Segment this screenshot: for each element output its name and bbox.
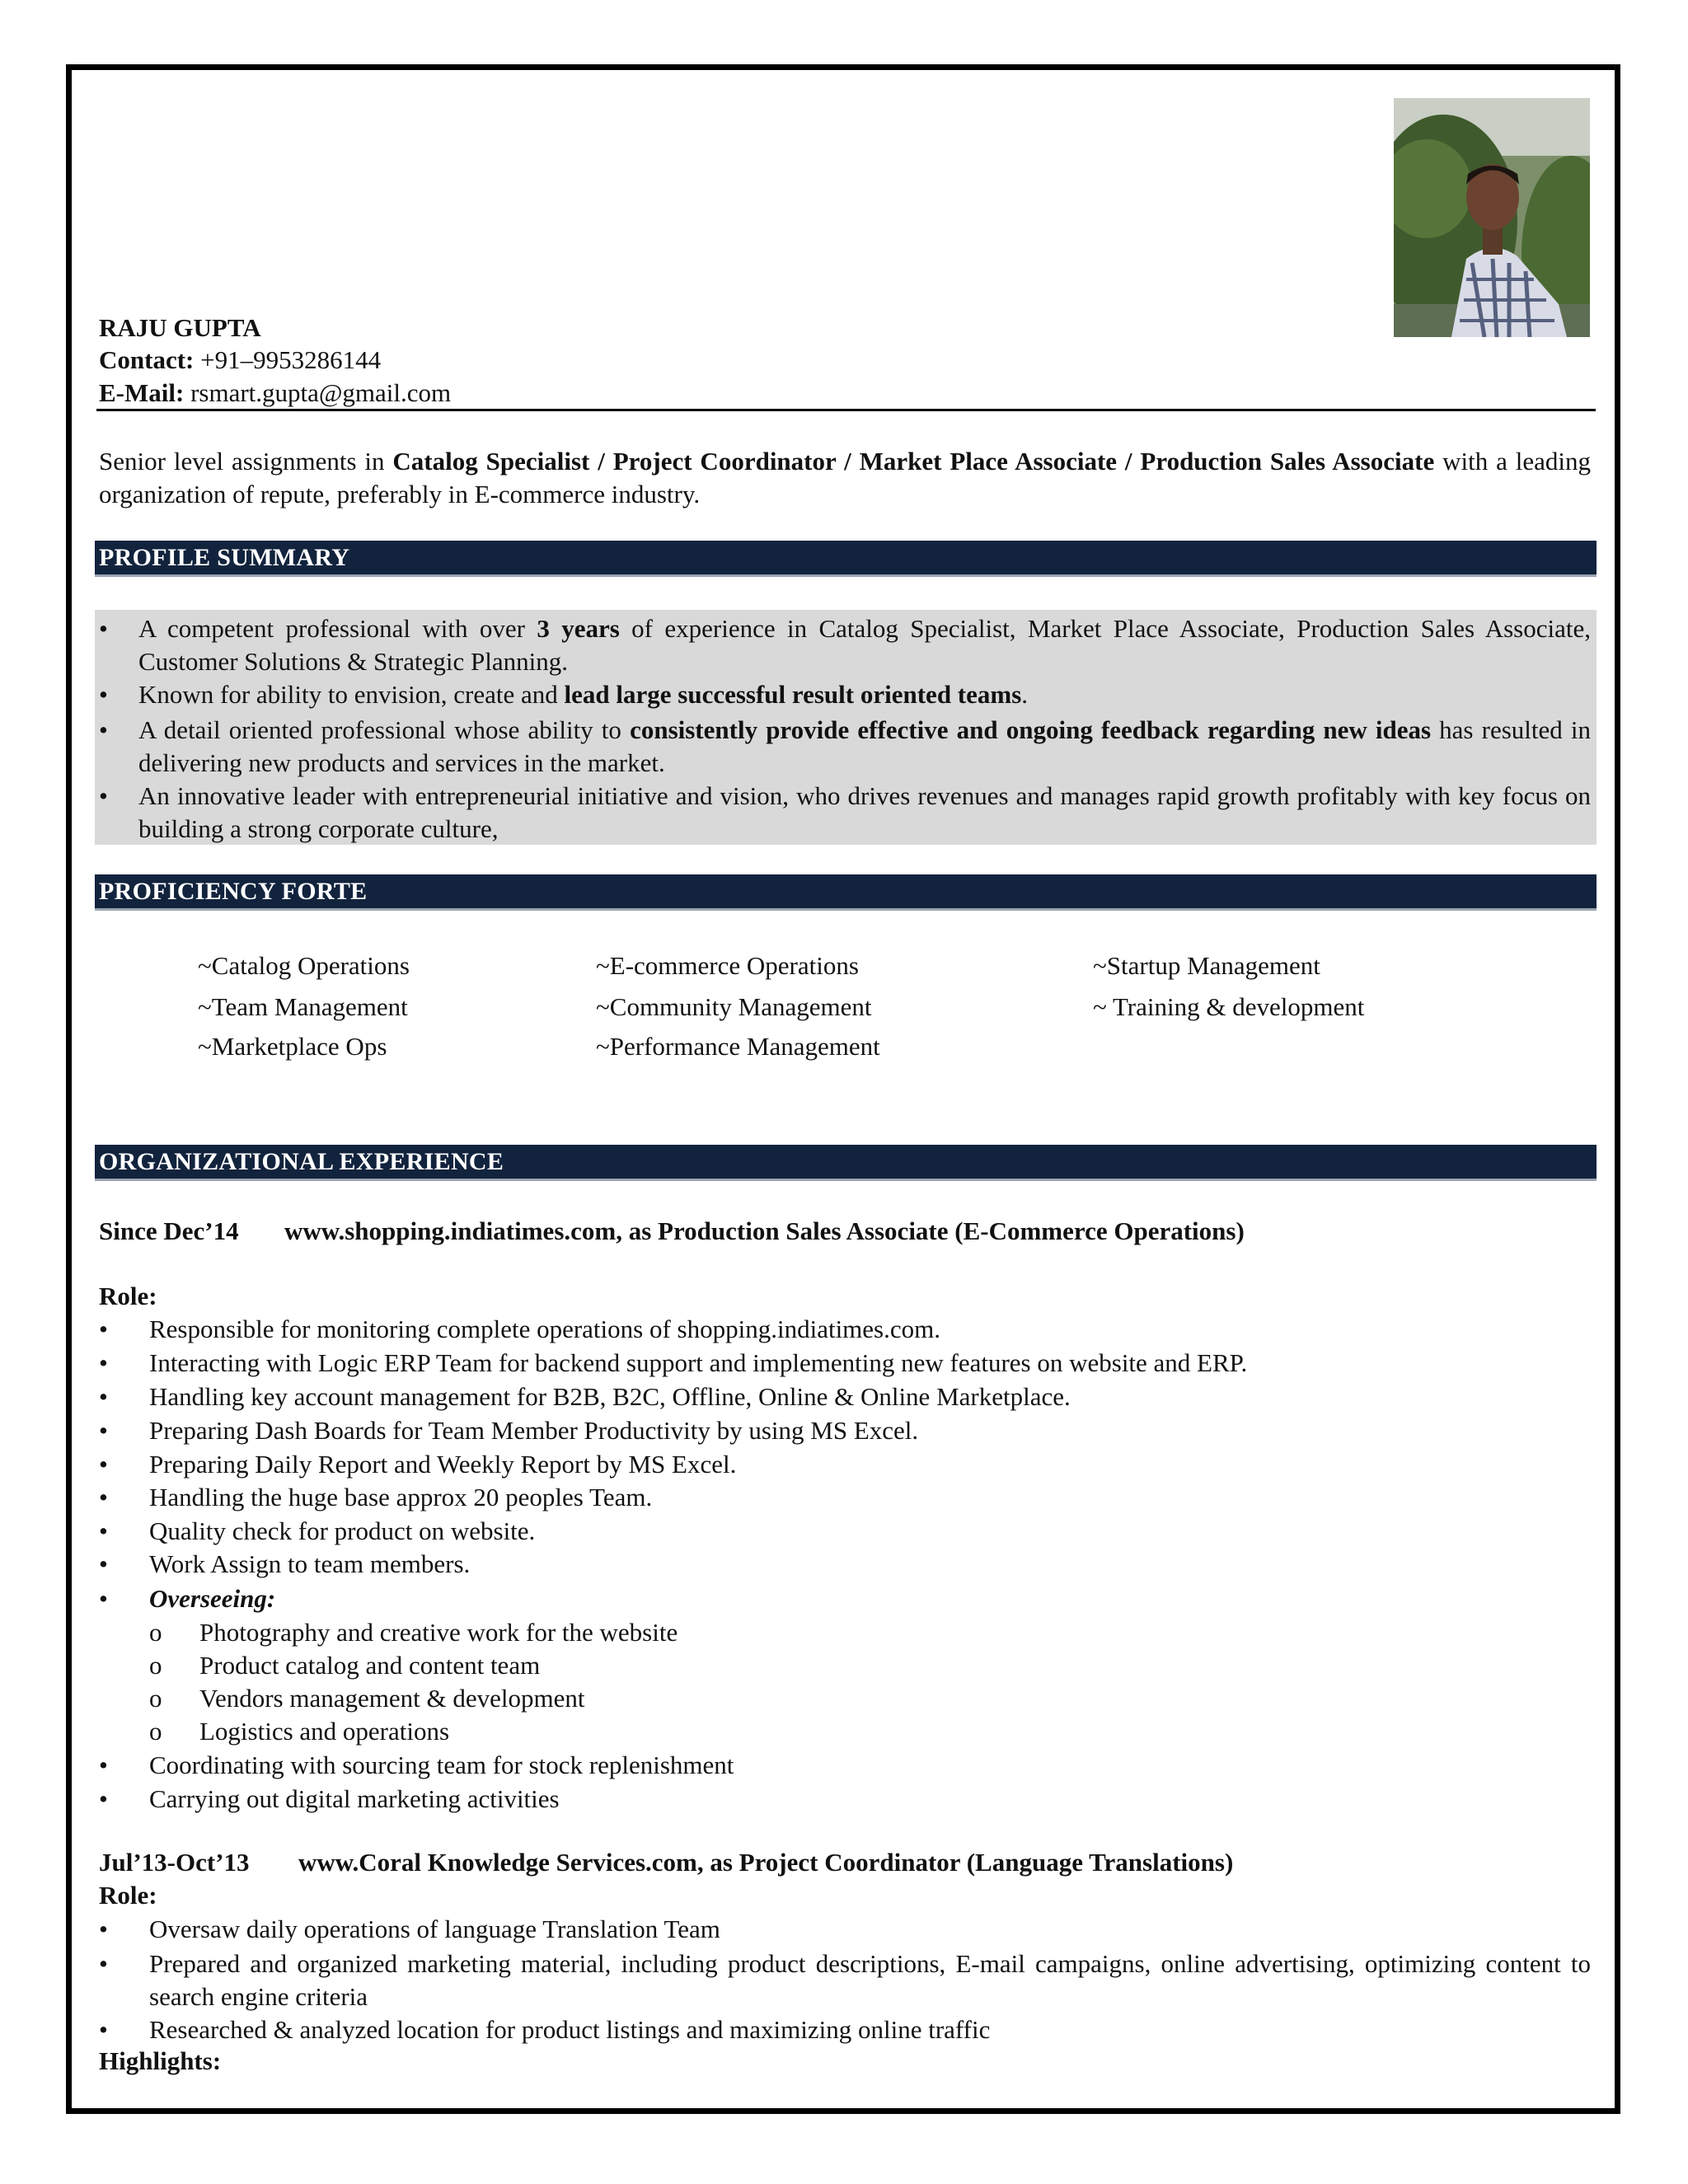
sub-bullet: o <box>149 1618 162 1647</box>
objective-roles: Catalog Specialist / Project Coordinator / Market Place Associate / Production Sales Associate <box>392 447 1435 476</box>
profile-summary-item <box>138 714 1591 780</box>
bullet: • <box>99 1784 108 1813</box>
job1-item: Quality check for product on website. <box>149 1516 536 1545</box>
job2-role-label: Role: <box>99 1881 157 1910</box>
bullet: • <box>99 1450 108 1479</box>
bullet: • <box>99 680 108 709</box>
job1-item: Responsible for monitoring complete operations of shopping.indiatimes.com. <box>149 1315 940 1343</box>
skill-item: ~E-commerce Operations <box>596 951 859 980</box>
career-objective <box>99 445 1591 511</box>
section-title: ORGANIZATIONAL EXPERIENCE <box>99 1148 504 1175</box>
bullet: • <box>99 1584 108 1613</box>
item-text: A detail oriented professional whose ability to <box>138 715 631 744</box>
overseeing-item: Logistics and operations <box>199 1717 450 1746</box>
job1-item: Work Assign to team members. <box>149 1549 471 1578</box>
job1-title: www.shopping.indiatimes.com, as Production Sales Associate (E-Commerce Operations) <box>284 1216 1245 1245</box>
email-label: E-Mail: <box>99 378 185 407</box>
job1-item: Preparing Dash Boards for Team Member Productivity by using MS Excel. <box>149 1416 919 1445</box>
item-text: of experience in Catalog Specialist, Market Place Associate, Production Sales Associate, Customer Solutions & Strategic Planning. <box>138 614 1591 676</box>
job1-item: Overseeing: <box>149 1584 276 1613</box>
job2-item: Oversaw daily operations of language Translation Team <box>149 1915 720 1943</box>
job1-item: Preparing Daily Report and Weekly Report by MS Excel. <box>149 1450 737 1479</box>
bullet: • <box>99 781 108 810</box>
item-emphasis: lead large successful result oriented teams <box>564 680 1022 709</box>
bullet: • <box>99 1949 108 1978</box>
job2-item: Prepared and organized marketing material, including product descriptions, E-mail campaigns, online advertising, optimizing content to search engine criteria <box>149 1949 1591 2011</box>
section-header-organizational-experience <box>95 1145 1597 1181</box>
skill-item: ~Team Management <box>198 992 408 1021</box>
item-text: An innovative leader with entrepreneurial initiative and vision, who drives revenues and manages rapid growth profitably with key focus on building a strong corporate culture, <box>138 781 1591 843</box>
bullet: • <box>99 1516 108 1545</box>
objective-prefix: Senior level assignments in <box>99 447 393 476</box>
sub-bullet: o <box>149 1651 162 1680</box>
job2-period: Jul’13-Oct’13 <box>99 1848 250 1877</box>
profile-photo <box>1394 98 1590 337</box>
overseeing-item: Photography and creative work for the website <box>199 1618 678 1647</box>
skill-item: ~Catalog Operations <box>198 951 410 980</box>
job2-title: www.Coral Knowledge Services.com, as Project Coordinator (Language Translations) <box>298 1848 1234 1877</box>
job2-item: Researched & analyzed location for product listings and maximizing online traffic <box>149 2015 991 2044</box>
skill-item: ~Community Management <box>596 992 872 1021</box>
item-text: A competent professional with over <box>138 614 537 643</box>
contact-label: Contact: <box>99 345 195 374</box>
email-value[interactable]: rsmart.gupta@gmail.com <box>184 378 452 407</box>
job1-item: Interacting with Logic ERP Team for backend support and implementing new features on website and ERP. <box>149 1348 1248 1377</box>
bullet: • <box>99 2015 108 2044</box>
profile-summary-item <box>138 678 1591 711</box>
job1-period: Since Dec’14 <box>99 1216 239 1245</box>
objective-suffix: with a leading organization of repute, preferably in E-commerce industry. <box>99 447 1591 509</box>
email-line <box>99 377 451 410</box>
job1-item: Handling key account management for B2B, B2C, Offline, Online & Online Marketplace. <box>149 1382 1071 1411</box>
section-header-profile-summary <box>95 541 1597 577</box>
skill-item: ~ Training & development <box>1093 992 1365 1021</box>
sub-bullet: o <box>149 1684 162 1713</box>
candidate-name: RAJU GUPTA <box>99 313 261 342</box>
profile-summary-item <box>138 612 1591 678</box>
item-text: has resulted in delivering new products and services in the market. <box>138 715 1591 777</box>
skill-item: ~Marketplace Ops <box>198 1032 387 1061</box>
job2-highlights-label: Highlights: <box>99 2046 222 2075</box>
skill-item: ~Startup Management <box>1093 951 1320 980</box>
section-header-proficiency-forte <box>95 874 1597 911</box>
bullet: • <box>99 715 108 744</box>
bullet: • <box>99 1915 108 1943</box>
item-emphasis: consistently provide effective and ongoing feedback regarding new ideas <box>630 715 1432 744</box>
overseeing-item: Vendors management & development <box>199 1684 585 1713</box>
bullet: • <box>99 614 108 643</box>
overseeing-item: Product catalog and content team <box>199 1651 541 1680</box>
bullet: • <box>99 1315 108 1343</box>
section-title: PROFILE SUMMARY <box>99 544 350 571</box>
item-text: . <box>1021 680 1029 709</box>
profile-summary-item <box>138 780 1591 846</box>
bullet: • <box>99 1483 108 1511</box>
contact-line <box>99 344 381 377</box>
job1-item: Coordinating with sourcing team for stock replenishment <box>149 1750 734 1779</box>
job1-item: Handling the huge base approx 20 peoples Team. <box>149 1483 653 1511</box>
bullet: • <box>99 1382 108 1411</box>
bullet: • <box>99 1416 108 1445</box>
contact-value: +91–9953286144 <box>194 345 382 374</box>
item-emphasis: 3 years <box>537 614 620 643</box>
bullet: • <box>99 1750 108 1779</box>
job1-item: Carrying out digital marketing activities <box>149 1784 560 1813</box>
section-title: PROFICIENCY FORTE <box>99 878 368 905</box>
item-text: Known for ability to envision, create and <box>138 680 565 709</box>
bullet: • <box>99 1549 108 1578</box>
bullet: • <box>99 1348 108 1377</box>
job1-role-label: Role: <box>99 1282 157 1310</box>
skill-item: ~Performance Management <box>596 1032 880 1061</box>
header-divider <box>96 409 1596 411</box>
sub-bullet: o <box>149 1717 162 1746</box>
